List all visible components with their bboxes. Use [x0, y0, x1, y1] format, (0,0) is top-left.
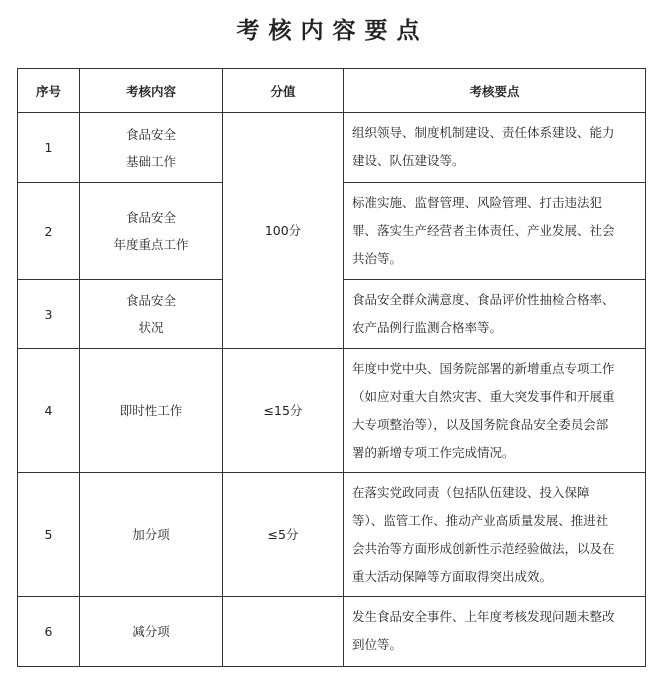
row-seq: 3	[18, 280, 80, 349]
row-content	[80, 473, 223, 597]
row-content	[80, 597, 223, 667]
row-content	[80, 280, 223, 349]
points-line: 大专项整治等），以及国务院食品安全委员会部	[352, 417, 609, 432]
points-line: 在落实党政同责（包括队伍建设、投入保障	[352, 485, 590, 500]
table-row	[18, 597, 646, 667]
points-line: 共治等。	[352, 251, 403, 266]
row-content	[80, 349, 223, 473]
content-line: 加分项	[132, 527, 170, 542]
row-score: ≤5分	[223, 473, 344, 597]
content-line: 食品安全	[125, 293, 176, 308]
points-line: 年度中党中央、国务院部署的新增重点专项工作	[352, 361, 615, 376]
header-points: 考核要点	[344, 69, 646, 113]
row-score: 100分	[223, 113, 344, 349]
row-seq: 6	[18, 597, 80, 667]
row-points	[344, 113, 646, 183]
points-line: 罪、落实生产经营者主体责任、产业发展、社会	[352, 223, 615, 238]
header-content: 考核内容	[80, 69, 223, 113]
points-line: 会共治等方面形成创新性示范经验做法，以及在	[352, 541, 615, 556]
table-header-row	[18, 69, 646, 113]
header-seq: 序号	[18, 69, 80, 113]
content-line: 减分项	[132, 624, 170, 639]
row-seq: 5	[18, 473, 80, 597]
row-points	[344, 280, 646, 349]
row-seq: 1	[18, 113, 80, 183]
points-line: 到位等。	[352, 637, 403, 652]
row-seq: 2	[18, 183, 80, 280]
content-line: 状况	[138, 320, 164, 335]
points-line: （如应对重大自然灾害、重大突发事件和开展重	[352, 389, 615, 404]
points-line: 重大活动保障等方面取得突出成效。	[352, 569, 553, 584]
row-score: ≤15分	[223, 349, 344, 473]
points-line: 农产品例行监测合格率等。	[352, 320, 503, 335]
page-title: 考核内容要点	[236, 17, 429, 44]
header-score: 分值	[223, 69, 344, 113]
row-content	[80, 113, 223, 183]
content-line: 食品安全	[125, 210, 176, 225]
content-line: 年度重点工作	[113, 237, 189, 252]
content-line: 食品安全	[125, 126, 176, 142]
row-content	[80, 183, 223, 280]
points-line: 食品安全群众满意度、食品评价性抽检合格率、	[352, 292, 615, 307]
row-points	[344, 597, 646, 667]
row-seq: 4	[18, 349, 80, 473]
content-line: 即时性工作	[119, 403, 183, 418]
row-points	[344, 349, 646, 473]
table-row	[18, 349, 646, 473]
points-line: 等）、监管工作、推动产业高质量发展、推进社	[352, 513, 609, 528]
row-points	[344, 473, 646, 597]
points-line: 建设、队伍建设等。	[352, 153, 465, 168]
table-row	[18, 113, 646, 183]
row-points	[344, 183, 646, 280]
points-line: 署的新增专项工作完成情况。	[352, 445, 515, 460]
table-row	[18, 473, 646, 597]
row-score	[223, 597, 344, 667]
points-line: 组织领导、制度机制建设、责任体系建设、能力	[352, 125, 615, 140]
assessment-table	[17, 68, 646, 667]
points-line: 标准实施、监督管理、风险管理、打击违法犯	[352, 195, 603, 210]
points-line: 发生食品安全事件、上年度考核发现问题未整改	[352, 609, 615, 624]
content-line: 基础工作	[125, 153, 176, 169]
